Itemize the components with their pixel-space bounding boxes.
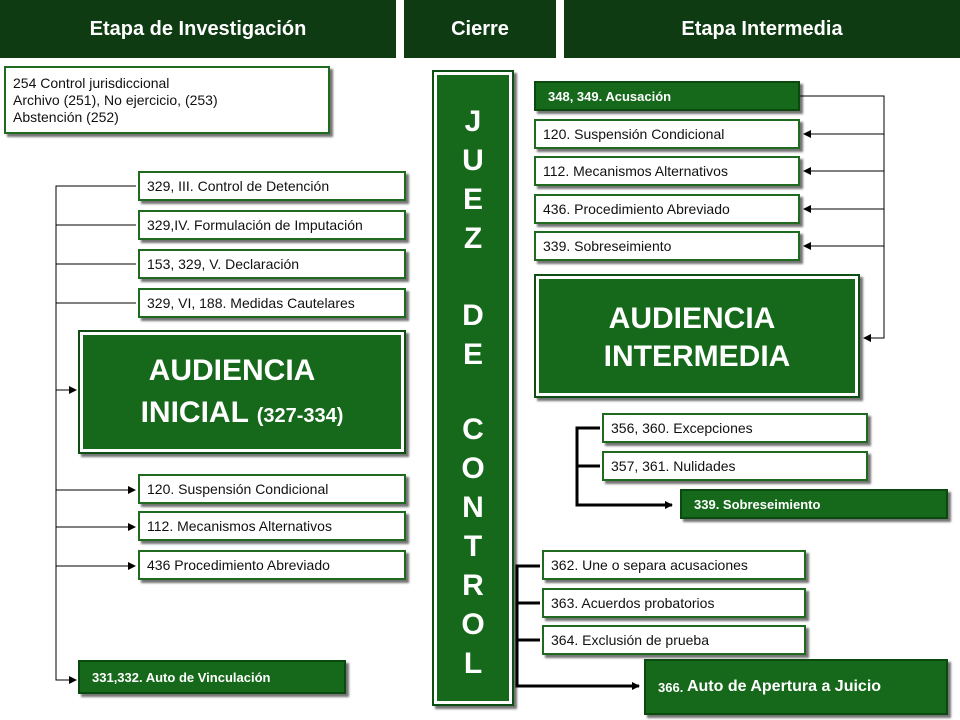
right-item-suspension-condicional bbox=[534, 119, 800, 149]
audiencia-inicial-line2 bbox=[80, 396, 404, 430]
audiencia-inicial-line1: AUDIENCIA bbox=[148, 354, 316, 387]
audiencia-inicial-ref: (327-334) bbox=[256, 405, 344, 427]
auto-vinculacion-label: 331,332. Auto de Vinculación bbox=[92, 669, 271, 685]
audiencia-intermedia-line1: AUDIENCIA bbox=[608, 302, 776, 335]
right-item-label: 339. Sobreseimiento bbox=[543, 238, 672, 254]
header-intermedia-label: Etapa Intermedia bbox=[681, 17, 843, 40]
left-item-label: 329, VI, 188. Medidas Cautelares bbox=[147, 295, 355, 311]
right-item-excepciones bbox=[602, 413, 868, 443]
juez-letter: O bbox=[461, 608, 485, 641]
juez-letter: R bbox=[462, 569, 484, 602]
right-item-procedimiento-abreviado bbox=[534, 194, 800, 224]
header-investigacion-label: Etapa de Investigación bbox=[89, 17, 307, 40]
auto-vinculacion bbox=[78, 660, 346, 694]
left-item-suspension-condicional bbox=[138, 474, 406, 504]
control-line-3: Abstención (252) bbox=[13, 108, 119, 125]
acusacion-label: 348, 349. Acusación bbox=[548, 88, 672, 104]
right-item-label: 357, 361. Nulidades bbox=[611, 458, 736, 474]
control-line-2: Archivo (251), No ejercicio, (253) bbox=[13, 91, 218, 108]
left-item-label: 329, III. Control de Detención bbox=[147, 178, 330, 194]
juez-letter: T bbox=[463, 530, 483, 563]
audiencia-intermedia bbox=[534, 274, 860, 398]
left-item-label: 112. Mecanismos Alternativos bbox=[147, 518, 332, 534]
sobreseimiento-green-label: 339. Sobreseimiento bbox=[694, 496, 821, 512]
left-item-label: 120. Suspensión Condicional bbox=[147, 481, 329, 497]
right-item-une-separa bbox=[542, 550, 806, 580]
control-jurisdiccional-box bbox=[4, 66, 330, 134]
right-item-label: 436. Procedimiento Abreviado bbox=[543, 201, 730, 217]
juez-letter: L bbox=[463, 647, 483, 680]
right-item-nulidades bbox=[602, 451, 868, 481]
juez-letter: E bbox=[462, 338, 483, 371]
left-item-control-detencion bbox=[138, 171, 406, 201]
header-cierre-label: Cierre bbox=[451, 17, 509, 40]
right-item-label: 112. Mecanismos Alternativos bbox=[543, 163, 728, 179]
left-item-label: 436 Procedimiento Abreviado bbox=[147, 557, 330, 573]
auto-apertura-label: Auto de Apertura a Juicio bbox=[686, 678, 882, 695]
audiencia-inicial-word: INICIAL bbox=[140, 396, 249, 429]
right-item-acuerdos-probatorios bbox=[542, 588, 806, 618]
juez-letter: J bbox=[464, 105, 482, 138]
acusacion bbox=[534, 81, 800, 111]
left-item-label: 153, 329, V. Declaración bbox=[147, 256, 300, 272]
juez-letter: E bbox=[462, 183, 483, 216]
right-item-label: 362. Une o separa acusaciones bbox=[551, 557, 748, 573]
right-item-label: 120. Suspensión Condicional bbox=[543, 126, 725, 142]
right-item-label: 363. Acuerdos probatorios bbox=[551, 595, 715, 611]
juez-letter: U bbox=[462, 144, 484, 177]
juez-letter: D bbox=[462, 299, 484, 332]
sobreseimiento-green bbox=[680, 489, 948, 519]
left-item-medidas-cautelares bbox=[138, 288, 406, 318]
juez-letter: N bbox=[462, 491, 484, 524]
right-item-label: 356, 360. Excepciones bbox=[611, 420, 753, 436]
left-item-procedimiento-abreviado bbox=[138, 550, 406, 580]
juez-letter: C bbox=[462, 413, 484, 446]
juez-de-control bbox=[432, 70, 514, 706]
juez-letter: Z bbox=[463, 222, 483, 255]
left-item-declaracion bbox=[138, 249, 406, 279]
auto-apertura-ref: 366. bbox=[658, 679, 684, 695]
right-item-sobreseimiento bbox=[534, 231, 800, 261]
auto-apertura-juicio bbox=[644, 659, 948, 715]
right-item-label: 364. Exclusión de prueba bbox=[551, 632, 709, 648]
right-item-exclusion-prueba bbox=[542, 625, 806, 655]
left-item-label: 329,IV. Formulación de Imputación bbox=[147, 217, 363, 233]
audiencia-intermedia-line2: INTERMEDIA bbox=[603, 340, 791, 373]
left-item-formulacion-imputacion bbox=[138, 210, 406, 240]
right-item-mecanismos-alternativos bbox=[534, 156, 800, 186]
juez-letter: O bbox=[461, 452, 485, 485]
control-line-1: 254 Control jurisdiccional bbox=[13, 74, 170, 91]
left-item-mecanismos-alternativos bbox=[138, 511, 406, 541]
audiencia-inicial bbox=[78, 330, 406, 454]
